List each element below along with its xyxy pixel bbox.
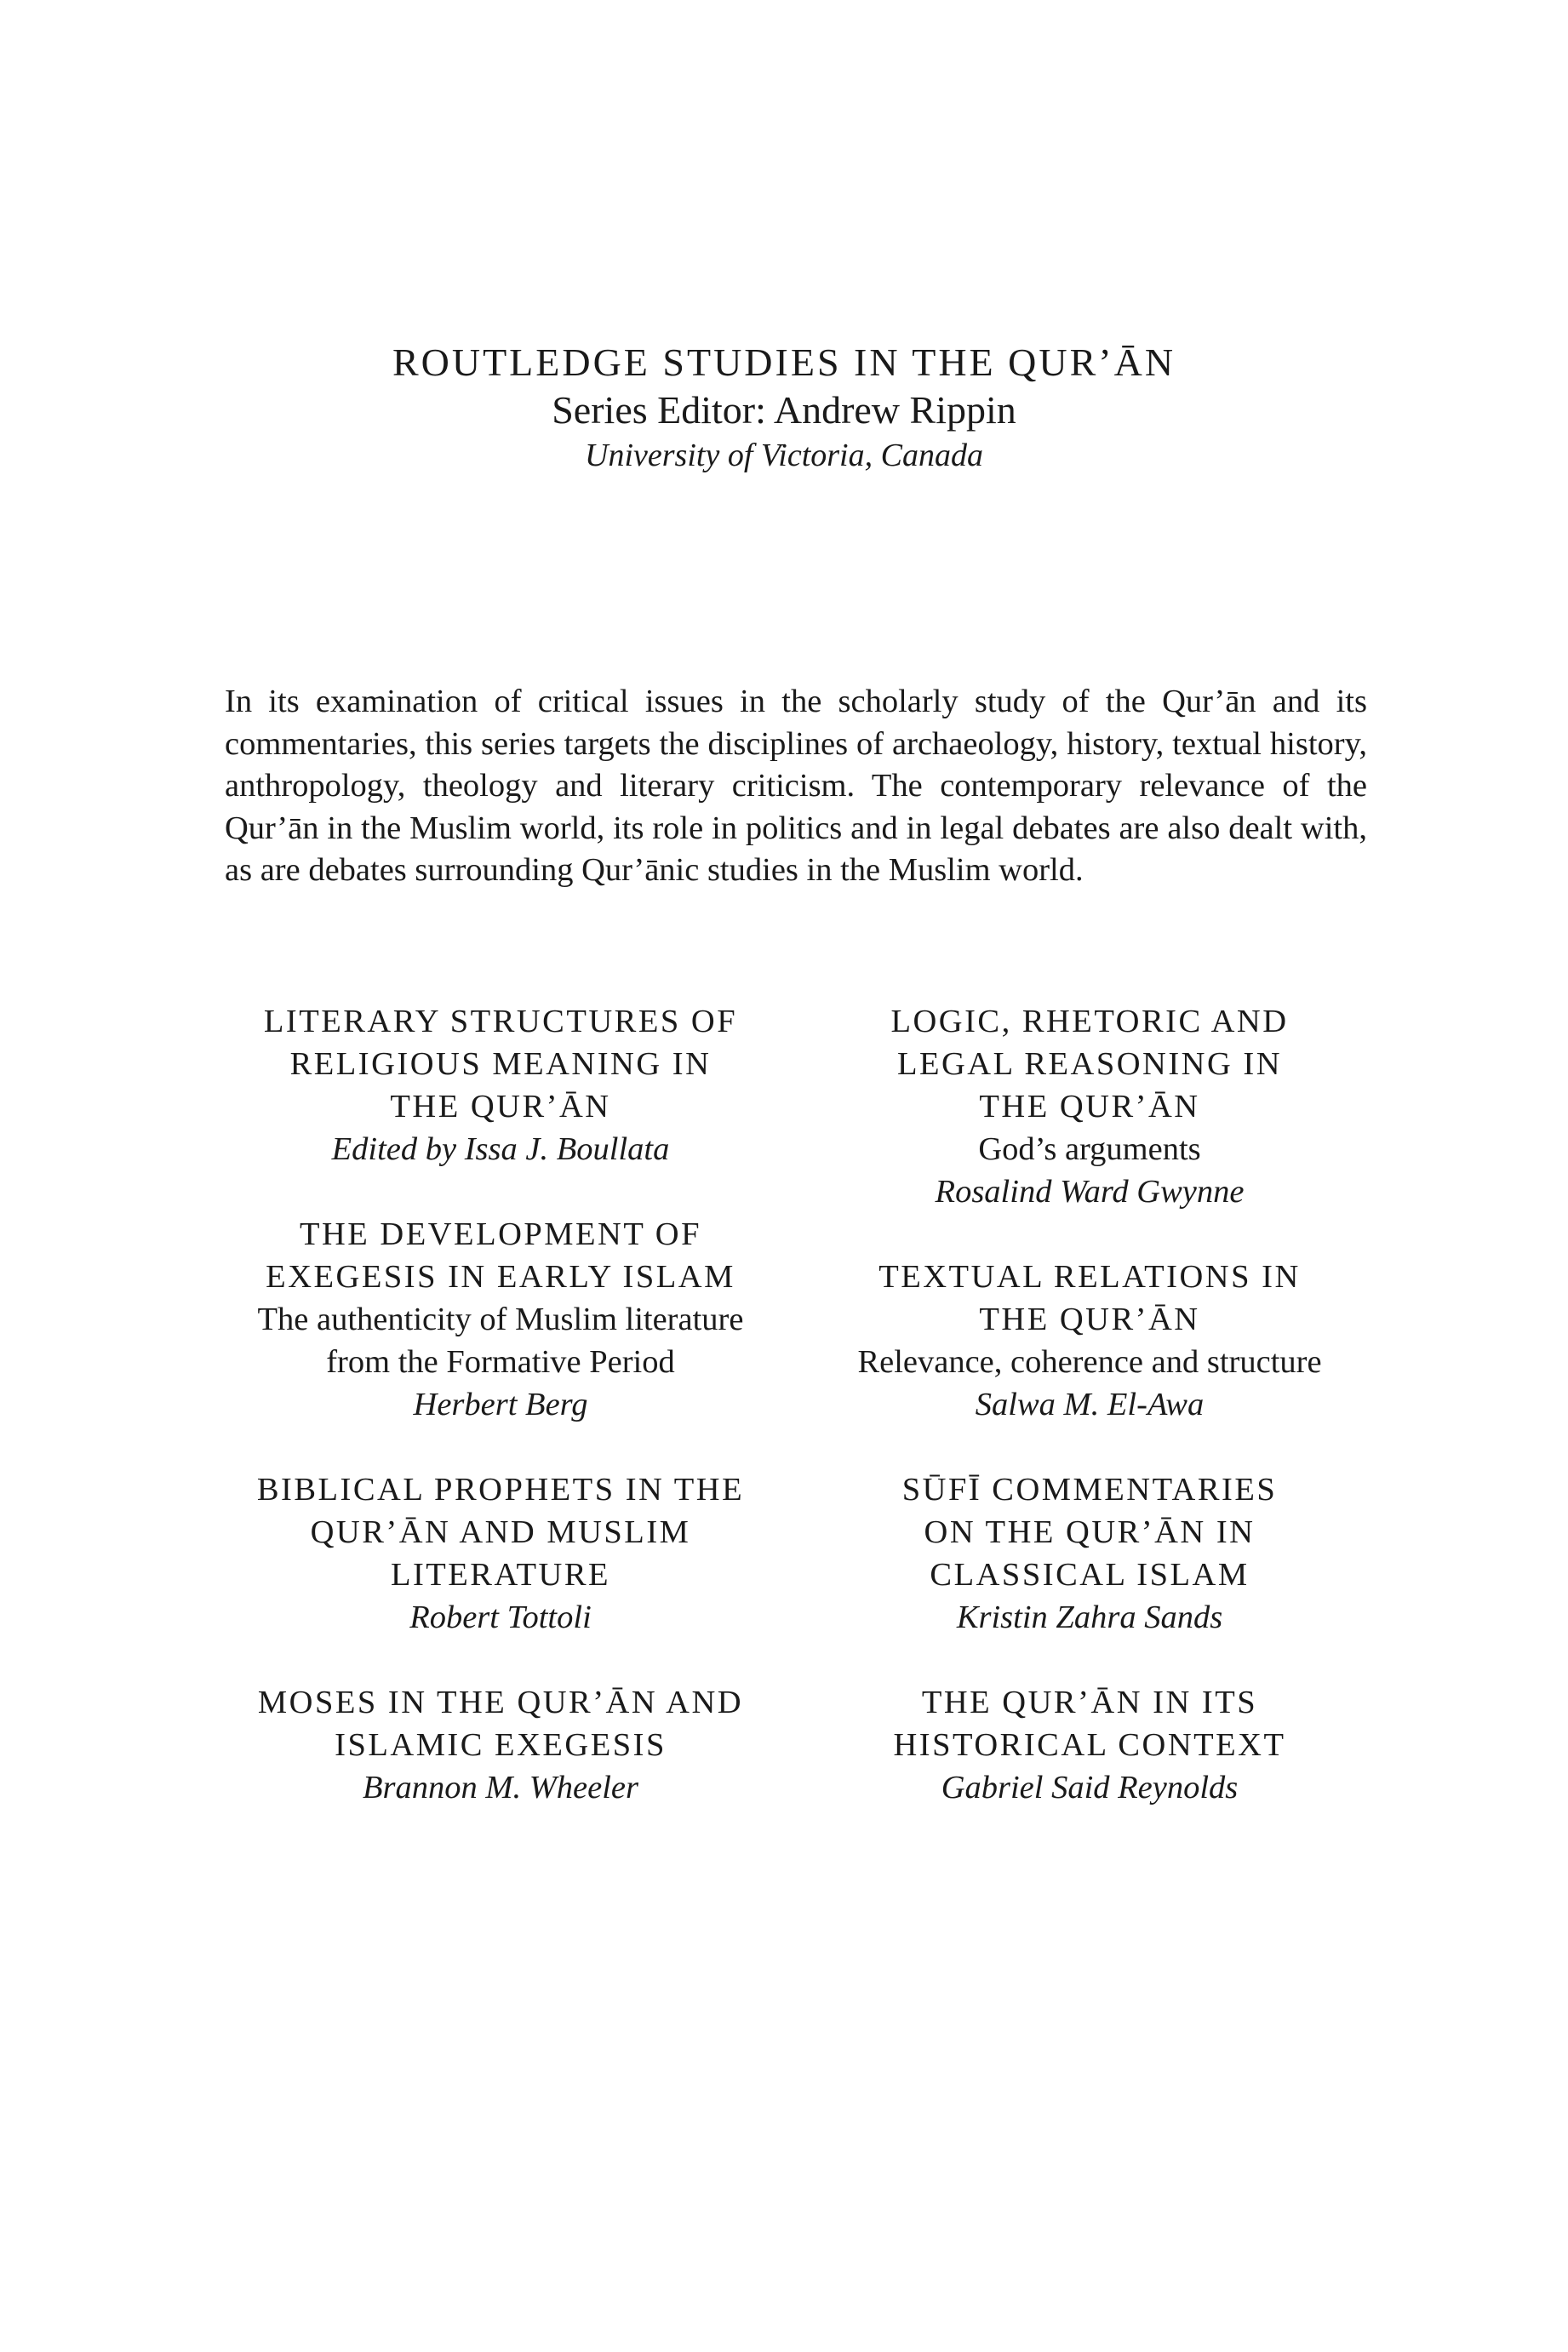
- book-author: Kristin Zahra Sands: [956, 1599, 1223, 1635]
- book-entry: [792, 1000, 1388, 1213]
- book-author: Brannon M. Wheeler: [363, 1770, 638, 1805]
- book-author: Salwa M. El-Awa: [975, 1387, 1205, 1422]
- book-author: Gabriel Said Reynolds: [941, 1770, 1239, 1805]
- book-entry: [792, 1681, 1388, 1809]
- book-author: Robert Tottoli: [409, 1599, 592, 1635]
- book-entry: [792, 1256, 1388, 1426]
- book-subtitle: Relevance, coherence and structure: [857, 1344, 1322, 1380]
- series-editor: Series Editor: Andrew Rippin: [552, 388, 1016, 432]
- book-title: LOGIC, RHETORIC AND LEGAL REASONING IN THE QUR’ĀN: [890, 1004, 1289, 1124]
- book-title: MOSES IN THE QUR’ĀN AND ISLAMIC EXEGESIS: [257, 1685, 744, 1763]
- book-title: THE DEVELOPMENT OF EXEGESIS IN EARLY ISLAM: [266, 1216, 735, 1295]
- book-author: Edited by Issa J. Boullata: [331, 1131, 670, 1167]
- book-title: SŪFĪ COMMENTARIES ON THE QUR’ĀN IN CLASSICAL ISLAM: [901, 1472, 1278, 1593]
- book-list-left: [203, 1000, 798, 1851]
- book-entry: [792, 1468, 1388, 1639]
- series-editor-affiliation: University of Victoria, Canada: [585, 438, 983, 473]
- book-author: Herbert Berg: [413, 1387, 588, 1422]
- book-entry: [203, 1000, 798, 1170]
- series-title: ROUTLEDGE STUDIES IN THE QUR’ĀN: [392, 340, 1176, 384]
- series-description: In its examination of critical issues in the scholarly study of the Qur’ān and its commentaries, this series targets the disciplines of archaeology, history, textual history, anthropology, theology and literary criticism. The contemporary relevance of the Qur’ān in the Muslim world, its role in politics and in legal debates are also dealt with, as are debates surrounding Qur’ānic studies in the Muslim world.: [225, 684, 1367, 888]
- book-list-right: [792, 1000, 1388, 1851]
- book-entry: [203, 1213, 798, 1426]
- book-entry: [203, 1681, 798, 1809]
- series-header: [0, 339, 1568, 477]
- book-title: LITERARY STRUCTURES OF RELIGIOUS MEANING IN THE QUR’ĀN: [263, 1004, 738, 1124]
- book-entry: [203, 1468, 798, 1639]
- book-subtitle: The authenticity of Muslim literature from the Formative Period: [257, 1302, 744, 1380]
- book-subtitle: God’s arguments: [978, 1131, 1201, 1167]
- book-author: Rosalind Ward Gwynne: [935, 1174, 1245, 1210]
- book-title: BIBLICAL PROPHETS IN THE QUR’ĀN AND MUSLIM LITERATURE: [256, 1472, 745, 1593]
- book-title: THE QUR’ĀN IN ITS HISTORICAL CONTEXT: [893, 1685, 1286, 1763]
- book-title: TEXTUAL RELATIONS IN THE QUR’ĀN: [878, 1259, 1301, 1337]
